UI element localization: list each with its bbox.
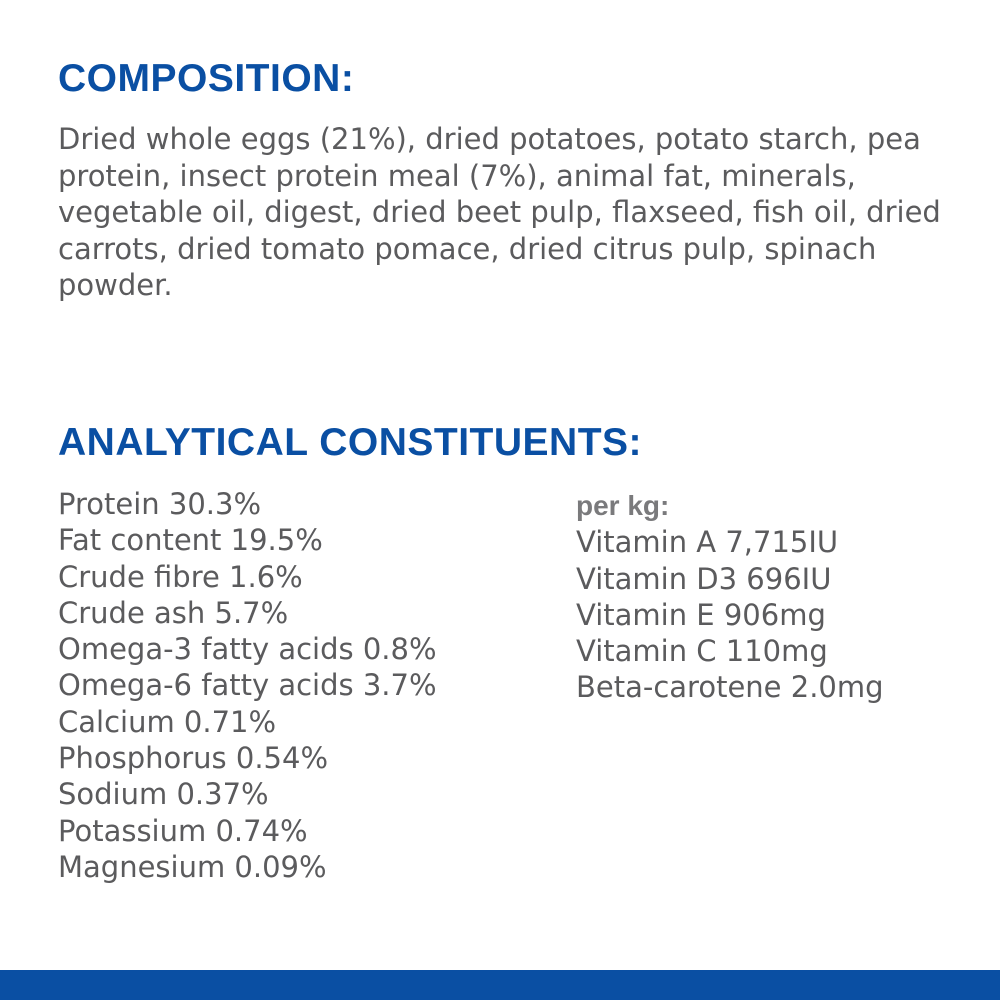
analytical-constituents-heading: ANALYTICAL CONSTITUENTS: [58, 421, 643, 464]
vitamin-item: Vitamin D3 696IU [576, 561, 832, 596]
per-kg-label: per kg: [576, 490, 670, 521]
composition-text: Dried whole eggs (21%), dried potatoes, potato starch, pea protein, insect protein meal (7%), animal fat, minerals, vegetable oil, digest, dried beet pulp, flaxseed, fish oil, dried carrots, dried tomato pomace, dried citrus pulp, spinach powder. [58, 122, 941, 302]
vitamin-item: Vitamin E 906mg [576, 597, 826, 632]
constituent-item: Crude ash 5.7% [58, 595, 289, 630]
constituent-item: Protein 30.3% [58, 487, 261, 521]
vitamin-item: Vitamin A 7,715IU [576, 525, 839, 560]
vitamins-list [576, 524, 884, 705]
constituents-list [58, 486, 437, 885]
constituent-item: Sodium 0.37% [58, 777, 269, 812]
constituent-item: Crude fibre 1.6% [58, 559, 303, 594]
constituent-item: Fat content 19.5% [58, 523, 323, 558]
constituent-item: Omega-3 fatty acids 0.8% [58, 632, 437, 667]
constituent-item: Omega-6 fatty acids 3.7% [58, 668, 437, 703]
constituent-item: Calcium 0.71% [58, 704, 277, 739]
constituent-item: Phosphorus 0.54% [58, 741, 329, 776]
vitamins-block [576, 488, 884, 706]
vitamin-item: Beta-carotene 2.0mg [576, 670, 884, 705]
constituent-item: Magnesium 0.09% [58, 849, 327, 884]
composition-heading: COMPOSITION: [58, 57, 355, 100]
constituent-item: Potassium 0.74% [58, 813, 308, 848]
bottom-brand-bar [0, 970, 1000, 1000]
vitamin-item: Vitamin C 110mg [576, 634, 828, 669]
